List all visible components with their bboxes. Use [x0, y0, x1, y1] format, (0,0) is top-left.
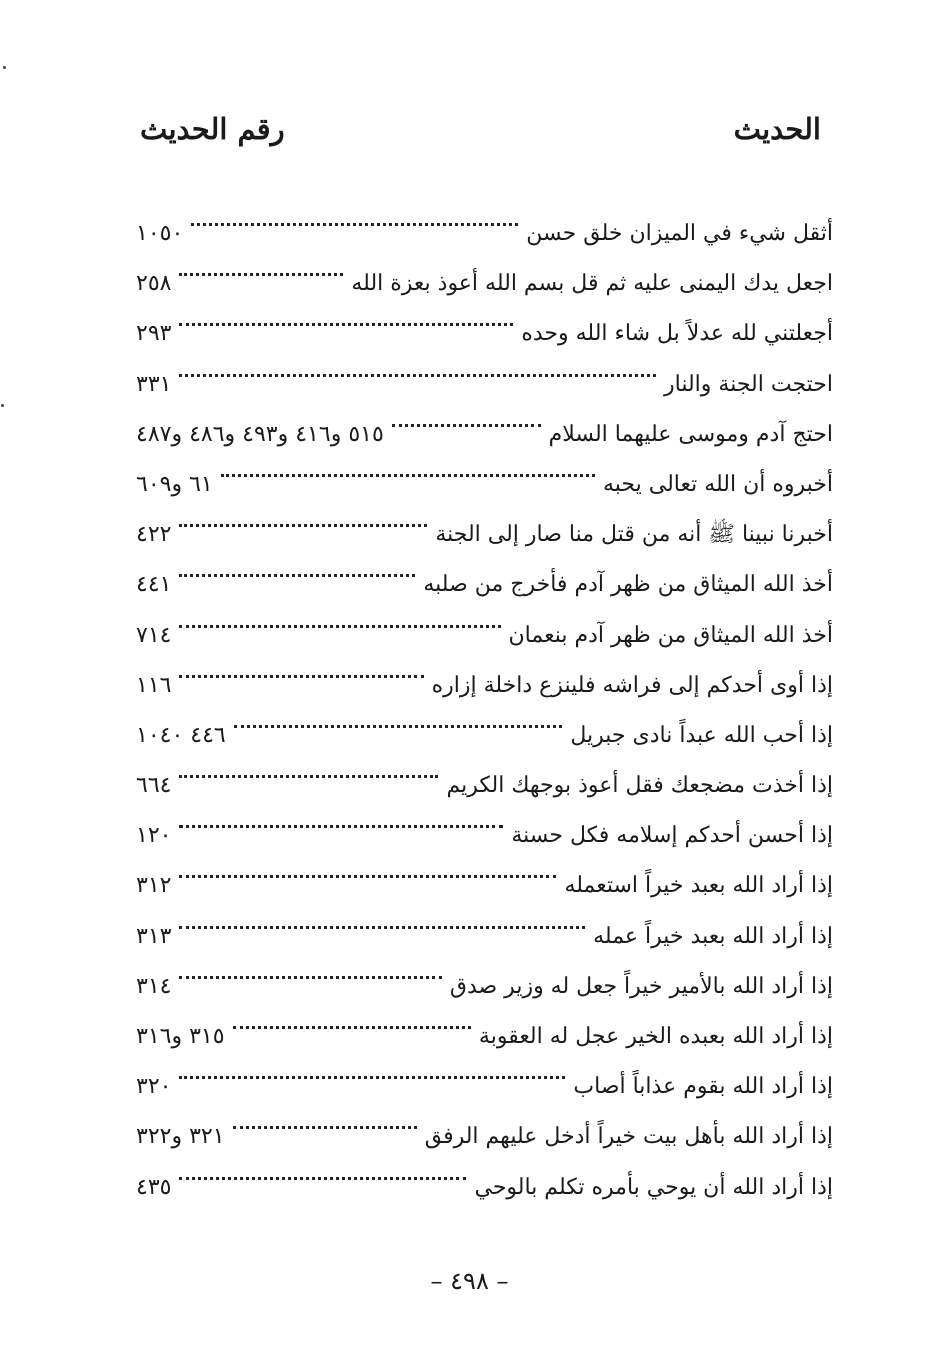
- hadith-text: إذا أراد الله بالأمير خيراً جعل له وزير صدق: [449, 973, 833, 999]
- dot-leader: [179, 943, 441, 993]
- hadith-text: إذا أحب الله عبداً نادى جبريل: [570, 722, 833, 748]
- hadith-number: ٤٢٢: [136, 522, 172, 548]
- hadith-index-list: [136, 190, 833, 1200]
- hadith-number: ٤٤٦ ١٠٤٠: [136, 722, 226, 748]
- hadith-text: إذا أخذت مضجعك فقل أعوذ بوجهك الكريم: [446, 773, 833, 799]
- hadith-number: ٤٤١: [136, 572, 172, 598]
- dot-leader: [179, 341, 656, 391]
- hadith-text: إذا أوى أحدكم إلى فراشه فلينزع داخلة إزاره: [431, 672, 833, 698]
- hadith-text: اجعل يدك اليمنى عليه ثم قل بسم الله أعوذ بعزة الله: [351, 271, 833, 297]
- dot-leader: [179, 491, 427, 541]
- scan-mark: [1, 404, 4, 407]
- hadith-text: أخذ الله الميثاق من ظهر آدم بنعمان: [508, 622, 833, 648]
- dot-leader: [179, 1043, 565, 1093]
- hadith-number: ٦٦٤: [136, 773, 172, 799]
- hadith-number: ٣٢٠: [136, 1074, 172, 1100]
- hadith-text: أخبروه أن الله تعالى يحبه: [602, 471, 833, 497]
- hadith-text: إذا أراد الله بعبد خيراً استعمله: [564, 873, 833, 899]
- hadith-number: ٣١٥ و٣١٦: [136, 1024, 225, 1049]
- hadith-number: ٣٢١ و٣٢٢: [136, 1124, 225, 1150]
- hadith-text: إذا أحسن أحدكم إسلامه فكل حسنة: [511, 823, 833, 849]
- dot-leader: [179, 792, 503, 842]
- dot-leader: [233, 1093, 417, 1143]
- index-entry: [136, 190, 833, 246]
- page-number: – ٤٩٨ –: [430, 1267, 509, 1295]
- dot-leader: [179, 742, 438, 792]
- hadith-text: احتجت الجنة والنار: [664, 371, 833, 397]
- hadith-text: أخذ الله الميثاق من ظهر آدم فأخرج من صلبه: [423, 572, 833, 598]
- dot-leader: [392, 391, 541, 441]
- hadith-text: أخبرنا نبينا ﷺ أنه من قتل منا صار إلى الجنة: [435, 522, 833, 548]
- dot-leader: [179, 541, 415, 591]
- hadith-number: ٢٥٨: [136, 271, 172, 297]
- hadith-text: أجعلتني لله عدلاً بل شاء الله وحده: [521, 321, 833, 347]
- hadith-text: إذا أراد الله بعبد خيراً عمله: [593, 923, 833, 949]
- dot-leader: [179, 240, 343, 290]
- hadith-text: إذا أراد الله بعبده الخير عجل له العقوبة: [478, 1024, 833, 1049]
- column-title-hadith: الحديث: [733, 112, 821, 146]
- hadith-number: ٦١ و٦٠٩: [136, 471, 213, 497]
- dot-leader: [234, 692, 563, 742]
- dot-leader: [191, 190, 518, 240]
- hadith-text: إذا أراد الله بأهل بيت خيراً أدخل عليهم الرفق: [424, 1124, 833, 1150]
- hadith-number: ٤٣٥: [136, 1174, 172, 1200]
- dot-leader: [233, 993, 471, 1043]
- hadith-text: إذا أراد الله بقوم عذاباً أصاب: [573, 1074, 833, 1100]
- hadith-number: ٣١٣: [136, 923, 172, 949]
- dot-leader: [179, 842, 556, 892]
- dot-leader: [179, 1144, 466, 1194]
- column-title-number: رقم الحديث: [140, 112, 285, 146]
- hadith-text: أثقل شيء في الميزان خلق حسن: [526, 221, 833, 246]
- scan-mark: [3, 66, 6, 69]
- dot-leader: [179, 642, 423, 692]
- hadith-number: ٣٣١: [136, 371, 172, 397]
- hadith-text: إذا أراد الله أن يوحي بأمره تكلم بالوحي: [474, 1174, 833, 1200]
- table-header: [140, 112, 821, 162]
- hadith-number: ٢٩٣: [136, 321, 172, 347]
- dot-leader: [179, 592, 500, 642]
- hadith-number: ١٢٠: [136, 823, 172, 849]
- hadith-number: ٣١٢: [136, 873, 172, 899]
- dot-leader: [221, 441, 595, 491]
- hadith-number: ٣١٤: [136, 973, 172, 999]
- hadith-text: احتج آدم وموسى عليهما السلام: [548, 421, 833, 447]
- hadith-number: ٧١٤: [136, 622, 172, 648]
- hadith-number: ١١٦: [136, 672, 172, 698]
- dot-leader: [179, 893, 585, 943]
- hadith-number: ٥١٥ و٤١٦ و٤٩٣ و٤٨٦ و٤٨٧: [136, 421, 384, 447]
- hadith-number: ١٠٥٠: [136, 221, 184, 246]
- dot-leader: [179, 290, 513, 340]
